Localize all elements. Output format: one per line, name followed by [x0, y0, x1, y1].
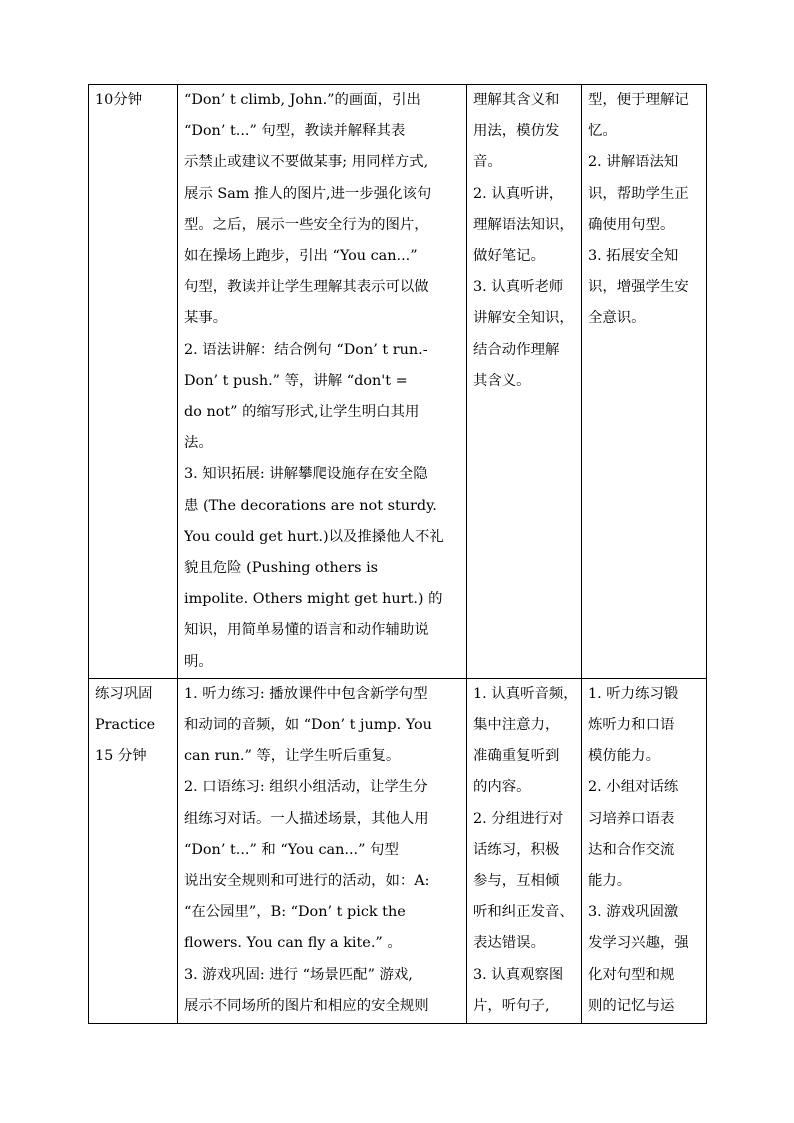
text-line: 集中注意力， [473, 717, 560, 734]
text-line: 理解语法知识， [473, 216, 574, 233]
stage-cell [89, 85, 178, 679]
text-line: 示禁止或建议不要做某事; 用同样方式, [184, 154, 429, 171]
text-line: 2. 分组进行对 [473, 810, 564, 827]
text-line: 化对句型和规 [588, 966, 675, 983]
text-line: 1. 认真听音频， [473, 685, 578, 702]
text-line: 说出安全规则和可进行的活动，如：A: [184, 873, 430, 890]
text-line: “Don’ t climb, John.”的画面，引出 [184, 92, 421, 108]
text-line: 达和合作交流 [588, 841, 675, 858]
text-line: You could get hurt.)以及推搡他人不礼 [184, 528, 444, 545]
text-line: 3. 知识拓展: 讲解攀爬设施存在安全隐 [184, 466, 428, 483]
text-line: 能力。 [588, 873, 632, 890]
text-line: 参与，互相倾 [473, 873, 560, 890]
text-line: 做好笔记。 [473, 248, 545, 265]
student-activity-cell [467, 85, 582, 679]
text-line: 讲解安全知识， [473, 310, 574, 327]
teacher-activity-cell [178, 85, 467, 679]
text-line: “在公园里”，B: “Don’ t pick the [184, 904, 406, 921]
design-purpose-cell [582, 85, 707, 679]
text-line: 模仿能力。 [588, 748, 660, 765]
text-line: 如在操场上跑步，引出 “You can...” [184, 248, 418, 265]
text-line: 2. 口语练习: 组织小组活动，让学生分 [184, 779, 428, 796]
text-line: impolite. Others might get hurt.) 的 [184, 591, 443, 608]
text-line: 型。之后，展示一些安全行为的图片， [184, 216, 429, 233]
text-line: 1. 听力练习锻 [588, 685, 679, 702]
text-line: 2. 语法讲解：结合例句 “Don’ t run.- [184, 341, 428, 358]
text-line: 明。 [184, 653, 213, 670]
text-line: 某事。 [184, 310, 228, 327]
text-line: 1. 听力练习: 播放课件中包含新学句型 [184, 685, 428, 702]
text-line: 3. 拓展安全知 [588, 248, 679, 265]
text-line: 展示不同场所的图片和相应的安全规则 [184, 997, 429, 1014]
text-line: 结合动作理解 [473, 341, 560, 358]
text-line: 习培养口语表 [588, 810, 675, 827]
text-line: 表达错误。 [473, 935, 545, 952]
teacher-activity-cell [178, 678, 467, 1023]
text-line: 话练习，积极 [473, 841, 560, 858]
text-line: “Don’ t...” 和 “You can...” 句型 [184, 841, 399, 858]
table-row [89, 85, 707, 679]
text-line: 理解其含义和 [473, 92, 560, 108]
text-line: 知识，用简单易懂的语言和动作辅助说 [184, 622, 429, 639]
text-line: 3. 认真听老师 [473, 279, 564, 296]
text-line: Don’ t push.” 等，讲解 “don't = [184, 372, 408, 389]
text-line: 练习巩固 [95, 685, 153, 702]
text-line: “Don’ t...” 句型，教读并解释其表 [184, 123, 406, 140]
text-line: 全意识。 [588, 310, 646, 327]
text-line: 其含义。 [473, 372, 531, 389]
text-line: 3. 游戏巩固激 [588, 904, 679, 921]
text-line: 确使用句型。 [588, 216, 675, 233]
text-line: 2. 小组对话练 [588, 779, 679, 796]
text-line: 用法，模仿发 [473, 123, 560, 140]
text-line: 展示 Sam 推人的图片,进一步强化该句 [184, 185, 432, 202]
text-line: 貌且危险 (Pushing others is [184, 560, 379, 577]
text-line: 3. 游戏巩固: 进行 “场景匹配” 游戏, [184, 966, 413, 983]
text-line: 则的记忆与运 [588, 997, 675, 1014]
text-line: 句型，教读并让学生理解其表示可以做 [184, 279, 429, 296]
text-line: 识，增强学生安 [588, 279, 689, 296]
text-line: 患 (The decorations are not sturdy. [184, 497, 437, 514]
text-line: flowers. You can fly a kite.” 。 [184, 935, 402, 952]
text-line: 准确重复听到 [473, 748, 560, 765]
lesson-plan-table [88, 84, 707, 1024]
text-line: 组练习对话。一人描述场景，其他人用 [184, 810, 429, 827]
text-line: 10分钟 [95, 92, 143, 108]
text-line: 2. 认真听讲， [473, 185, 564, 202]
text-line: Practice [95, 717, 156, 734]
text-line: 炼听力和口语 [588, 717, 675, 734]
text-line: 的内容。 [473, 779, 531, 796]
table-row [89, 678, 707, 1023]
text-line: 法。 [184, 435, 213, 452]
text-line: 发学习兴趣，强 [588, 935, 689, 952]
text-line: 音。 [473, 154, 502, 171]
text-line: 和动词的音频，如 “Don’ t jump. You [184, 717, 432, 734]
text-line: 2. 讲解语法知 [588, 154, 679, 171]
text-line: can run.” 等，让学生听后重复。 [184, 748, 401, 765]
text-line: 15 分钟 [95, 748, 147, 765]
text-line: 片，听句子, [473, 997, 550, 1014]
text-line: do not” 的缩写形式,让学生明白其用 [184, 404, 420, 421]
student-activity-cell [467, 678, 582, 1023]
text-line: 听和纠正发音、 [473, 904, 574, 921]
text-line: 3. 认真观察图 [473, 966, 564, 983]
stage-cell [89, 678, 178, 1023]
design-purpose-cell [582, 678, 707, 1023]
text-line: 识，帮助学生正 [588, 185, 689, 202]
text-line: 忆。 [588, 123, 617, 140]
text-line: 型，便于理解记 [588, 92, 689, 108]
